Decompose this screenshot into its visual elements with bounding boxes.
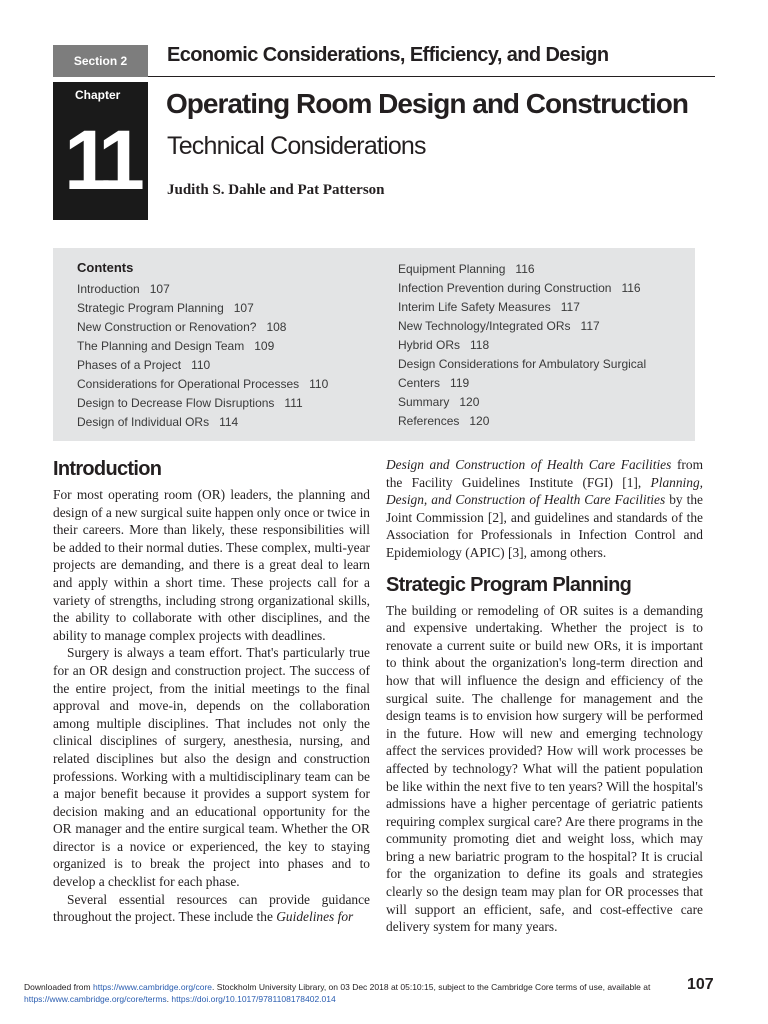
chapter-title: Operating Room Design and Construction [166, 88, 689, 119]
chapter-subtitle: Technical Considerations [167, 132, 426, 160]
toc-item-title: New Construction or Renovation? [77, 320, 257, 334]
toc-item-title: Considerations for Operational Processes [77, 377, 300, 391]
chapter-authors: Judith S. Dahle and Pat Patterson [167, 182, 385, 198]
toc-item-page: 120 [459, 395, 480, 409]
section-title: Economic Considerations, Efficiency, and Design [167, 44, 609, 66]
paragraph-text: by the Joint Commission [2], and guidelines and standards of the Association for Professionals in Infection Control and Epidemiology (APIC) [3], among others. [386, 492, 703, 560]
toc-item-title: References [398, 414, 460, 428]
toc-item-page: 107 [149, 282, 170, 296]
chapter-label: Chapter [75, 88, 121, 102]
toc-item-title: Infection Prevention during Construction [398, 281, 612, 295]
contents-heading: Contents [77, 260, 134, 275]
strategic-paragraph-1: The building or remodeling of OR suites is a demanding and expensive undertaking. Whether the project is to renovate a current suite or build new ORs, it is important to think about the organization's long-term direction and how that will influence the design and efficiency of the surgical suite. The challenge for management and the design teams is to envision how surgery will be performed in the future. How will new and emerging technology affect the services provided? How will work processes be affected by technology? What will the patient population be like within the next five to ten years? Will the hospital's admissions have a higher percentage of geriatric patients requiring complex surgical care? Are there programs in the community promoting diet and weight loss, which may bring a new bariatric program to the hospital? It is crucial for the organization to define its goals and strategies clearly so the design team may plan for OR processes that will support an efficient, safe, and cost-effective care delivery system for many years. [386, 602, 703, 935]
terms-link[interactable]: https://www.cambridge.org/core/terms [24, 994, 167, 1004]
section-label: Section 2 [53, 45, 148, 77]
cambridge-core-link[interactable]: https://www.cambridge.org/core [92, 982, 213, 992]
paragraph-text: Several essential resources can provide guidance throughout the project. These include the [53, 891, 370, 925]
contents-list-left [77, 280, 367, 432]
intro-paragraph-3 [53, 891, 370, 926]
contents-list-right [398, 260, 688, 431]
intro-paragraph-2: Surgery is always a team effort. That's particularly true for an OR design and construction project. The success of the entire project, from the initial meetings to the final approval and move-in, depends on the collaboration among multiple disciplines. That includes not only the clinical disciplines of surgery, anesthesia, nursing, and related disciplines but also the design and construction professions. Working with a multidisciplinary team can be a major benefit because it provides a support system for decision making and an educational opportunity for the OR manager and the entire surgical team. Whether the OR director is a novice or experienced, the key to staying organized is to break the project into phases and to develop a checklist for each phase. [53, 645, 370, 890]
toc-item-title: Centers [398, 376, 441, 390]
toc-item-title: New Technology/Integrated ORs [398, 319, 571, 333]
toc-item[interactable] [398, 279, 688, 298]
fgi-citation: Design and Construction of Health Care Facilities [386, 457, 672, 472]
toc-item-page: 117 [560, 300, 580, 314]
body-column-right [386, 456, 703, 936]
toc-item[interactable] [77, 356, 367, 375]
footer-text: Downloaded from [24, 982, 93, 992]
intro-paragraph-1: For most operating room (OR) leaders, the planning and design of a new surgical suite happen only once or twice in their careers. More than likely, these responsibilities will be added to their normal duties. These complex, multi-year projects are demanding, and there is a great deal to learn and apply within a short time. These projects call for a variety of strengths, including strong organizational skills, the ability to collaborate with other disciplines, and the ability to manage complex projects with deadlines. [53, 487, 370, 643]
chapter-badge [53, 82, 148, 220]
toc-item-title: Phases of a Project [77, 358, 182, 372]
toc-item-page: 110 [191, 358, 211, 372]
toc-item[interactable] [398, 298, 688, 317]
toc-item[interactable] [77, 337, 367, 356]
toc-item[interactable] [398, 393, 688, 412]
toc-item-page: 116 [515, 262, 535, 276]
toc-item[interactable] [77, 280, 367, 299]
toc-item-page: 110 [309, 377, 329, 391]
toc-item[interactable] [398, 336, 688, 355]
page-number: 107 [687, 976, 714, 993]
footer-text: . [166, 994, 172, 1004]
toc-item-title: Strategic Program Planning [77, 301, 224, 315]
toc-item-page: 107 [233, 301, 254, 315]
toc-item[interactable] [77, 318, 367, 337]
toc-item-page: 114 [219, 415, 239, 429]
section-divider [148, 76, 715, 77]
paragraph-text: from the Facility Guidelines Institute (FGI) [1], [386, 457, 703, 490]
toc-item-title: Summary [398, 395, 450, 409]
toc-item[interactable] [77, 375, 367, 394]
download-footer [24, 981, 704, 1005]
toc-item-page: 120 [469, 414, 490, 428]
toc-item[interactable] [77, 299, 367, 318]
toc-item[interactable] [398, 317, 688, 336]
continued-paragraph [386, 456, 703, 562]
toc-item-page: 116 [621, 281, 641, 295]
toc-item-title: Hybrid ORs [398, 338, 461, 352]
toc-item-title: The Planning and Design Team [77, 339, 245, 353]
toc-item[interactable] [77, 394, 367, 413]
toc-item-page: 111 [284, 396, 303, 410]
toc-item-page: 108 [266, 320, 287, 334]
toc-item[interactable] [398, 412, 688, 431]
guidelines-citation: Guidelines for [276, 909, 354, 925]
contents-box [53, 248, 695, 441]
toc-item-page: 118 [470, 338, 490, 352]
introduction-heading: Introduction [53, 458, 162, 480]
doi-link[interactable]: https://doi.org/10.1017/9781108178402.014 [171, 994, 336, 1004]
toc-item-title: Introduction [77, 282, 140, 296]
toc-item[interactable] [77, 413, 367, 432]
toc-item-title: Design Considerations for Ambulatory Surgical [398, 357, 647, 371]
toc-item-page: 117 [580, 319, 600, 333]
footer-text: . Stockholm University Library, on 03 Dec 2018 at 05:10:15, subject to the Cambridge Core terms of use, available at [212, 982, 651, 992]
joint-commission-citation: Planning, Design, and Construction of Health Care Facilities [386, 474, 703, 508]
body-column-left [53, 456, 370, 926]
toc-item-title: Design of Individual ORs [77, 415, 210, 429]
toc-item[interactable] [398, 260, 688, 279]
chapter-number: 11 [64, 113, 137, 207]
toc-item-continued[interactable] [398, 374, 688, 393]
toc-item-title: Design to Decrease Flow Disruptions [77, 396, 275, 410]
toc-item-title: Interim Life Safety Measures [398, 300, 551, 314]
toc-item[interactable] [398, 355, 688, 374]
toc-item-title: Equipment Planning [398, 262, 506, 276]
strategic-planning-heading: Strategic Program Planning [386, 573, 632, 596]
toc-item-page: 119 [450, 376, 470, 390]
toc-item-page: 109 [254, 339, 275, 353]
